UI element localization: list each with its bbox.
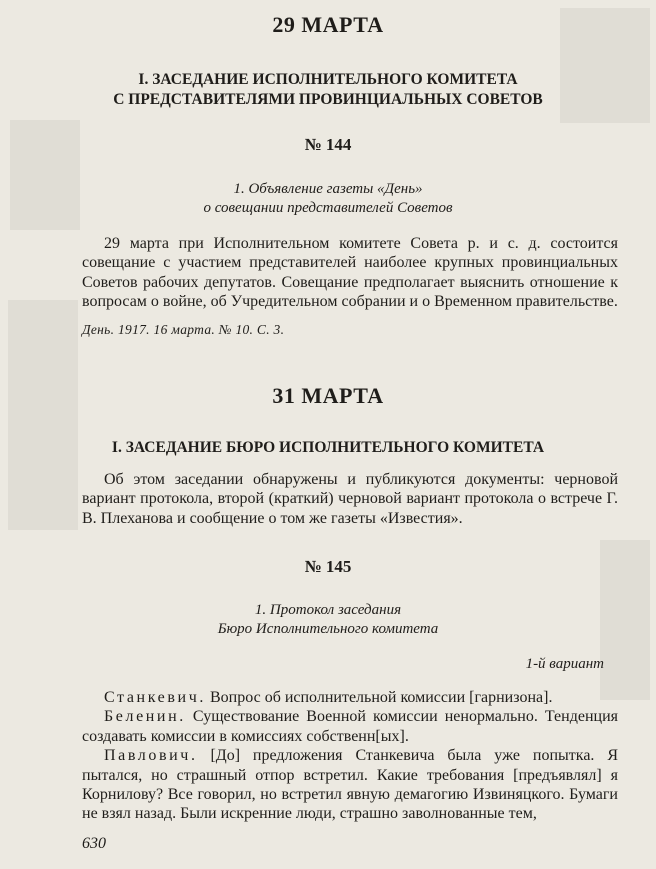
document-number-144: № 144	[304, 135, 352, 154]
speech-text: Вопрос об исполнительной комиссии [гарнизона].	[205, 689, 553, 706]
speech-text: Существование Военной комиссии ненормально. Тенденция создавать комиссии в комиссиях собственн[ых].	[82, 708, 618, 745]
protocol-title-line-2: Бюро Исполнительного комитета	[217, 621, 439, 637]
page-number: 630	[82, 835, 106, 852]
speech-stankevich	[82, 688, 618, 707]
speech-belenin	[82, 707, 618, 746]
bleed-through-middle-left	[8, 300, 78, 530]
document-title-line-1: 1. Объявление газеты «День»	[233, 181, 423, 197]
source-citation: День. 1917. 16 марта. № 10. С. 3.	[82, 322, 285, 337]
intro-paragraph: Об этом заседании обнаружены и публикуются документы: черновой вариант протокола, второй (краткий) черновой вариант протокола о встрече Г. В. Плеханова и сообщение о том же газеты «Известия».	[82, 471, 618, 527]
section-heading-line-1: I. ЗАСЕДАНИЕ ИСПОЛНИТЕЛЬНОГО КОМИТЕТА	[138, 71, 518, 88]
document-title-line-2: о совещании представителей Советов	[203, 200, 453, 216]
speaker-name: Станкевич.	[104, 689, 206, 706]
section-intro	[82, 470, 618, 528]
speech-pavlovich	[82, 746, 618, 824]
section-heading-bureau: I. ЗАСЕДАНИЕ БЮРО ИСПОЛНИТЕЛЬНОГО КОМИТЕТА	[111, 439, 545, 456]
section-heading-line-2: С ПРЕДСТАВИТЕЛЯМИ ПРОВИНЦИАЛЬНЫХ СОВЕТОВ	[113, 91, 543, 108]
document-number-145: № 145	[304, 557, 352, 576]
speaker-name: Беленин.	[104, 708, 186, 726]
date-heading-29-march: 29 МАРТА	[272, 12, 384, 37]
date-heading-31-march: 31 МАРТА	[272, 383, 384, 408]
speaker-name: Павлович.	[104, 747, 198, 765]
protocol-title-line-1: 1. Протокол заседания	[254, 602, 402, 618]
speech-text: [До] предложения Станкевича была уже попытка. Я пытался, но страшный отпор встретил. Какие требования [предъявлял] я Корнилову? Все говорил, но встретил явную демагогию Извиняцкого. Бумаги не взял назад. Были искренние люди, страшно заволнованные тем,	[82, 747, 618, 823]
body-paragraph: 29 марта при Исполнительном комитете Совета р. и с. д. состоится совещание с участием представителей наиболее крупных провинциальных Советов рабочих депутатов. Совещание предполагает выяснить отношение к вопросам о войне, об Учредительном собрании и о Временном правительстве.	[82, 235, 618, 311]
document-144-body	[82, 234, 618, 312]
protocol-body	[82, 688, 618, 824]
variant-label: 1-й вариант	[525, 656, 604, 672]
